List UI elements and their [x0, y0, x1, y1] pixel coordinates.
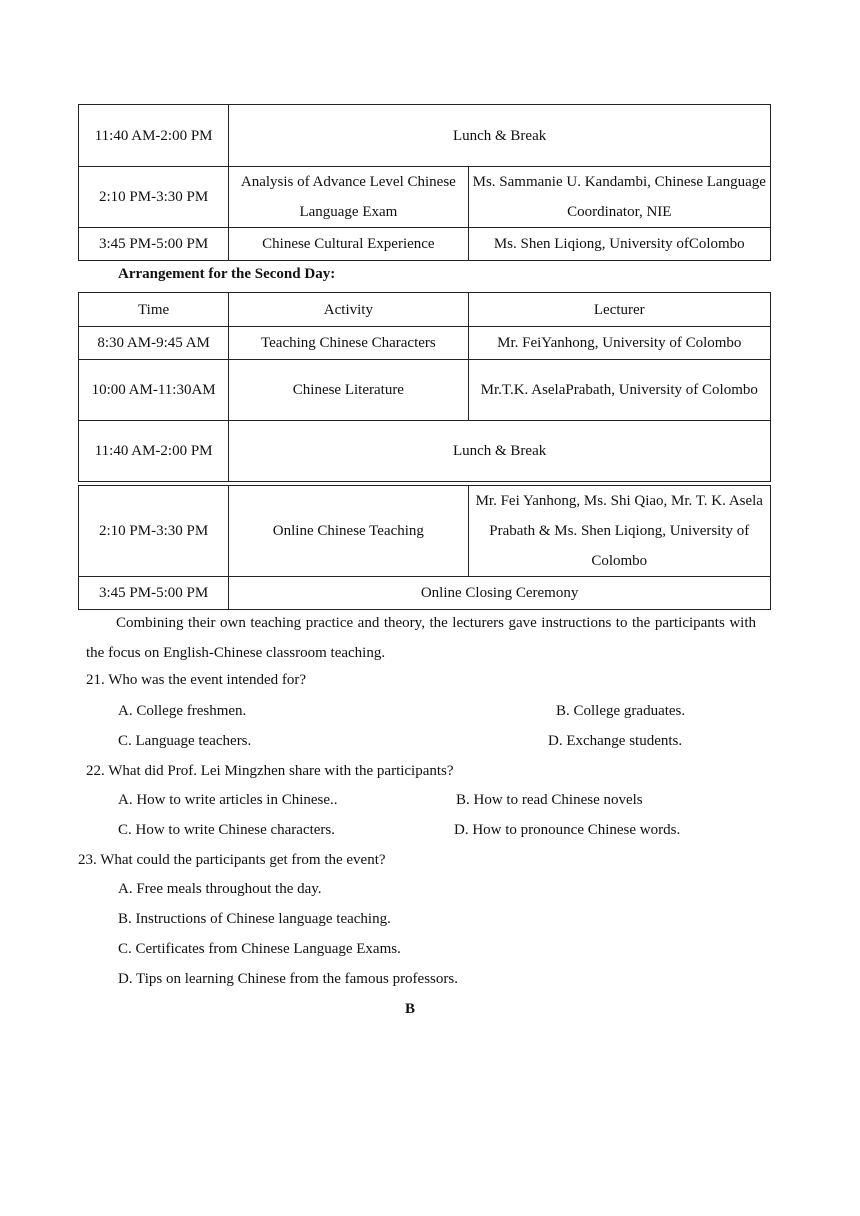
question-22-option-d: D. How to pronounce Chinese words. [454, 822, 681, 838]
question-21-stem: 21. Who was the event intended for? [86, 672, 307, 688]
header-time: Time [79, 293, 229, 327]
question-21-option-b: B. College graduates. [556, 703, 686, 719]
activity-cell: Lunch & Break [229, 421, 771, 482]
lecturer-cell: Ms. Shen Liqiong, University ofColombo [468, 228, 770, 261]
second-day-afternoon-table [78, 485, 771, 610]
activity-cell: Chinese Cultural Experience [229, 228, 468, 261]
summary-paragraph: Combining their own teaching practice and theory, the lecturers gave instructions to the participants with the focus on English-Chinese classroom teaching. [86, 615, 756, 661]
time-cell: 3:45 PM-5:00 PM [79, 577, 229, 610]
question-22-option-b: B. How to read Chinese novels [456, 792, 643, 808]
question-21-option-c: C. Language teachers. [118, 733, 252, 749]
activity-cell: Chinese Literature [229, 360, 468, 421]
time-cell: 10:00 AM-11:30AM [79, 360, 229, 421]
time-cell: 3:45 PM-5:00 PM [79, 228, 229, 261]
table-row [79, 421, 771, 482]
first-day-schedule-table [78, 104, 771, 261]
question-23-option-a: A. Free meals throughout the day. [118, 881, 322, 897]
lecturer-cell: Mr.T.K. AselaPrabath, University of Colombo [468, 360, 770, 421]
second-day-heading: Arrangement for the Second Day: [118, 266, 336, 282]
table-row [79, 360, 771, 421]
question-21-option-d: D. Exchange students. [548, 733, 683, 749]
time-cell: 2:10 PM-3:30 PM [79, 486, 229, 577]
question-23-option-c: C. Certificates from Chinese Language Exams. [118, 941, 401, 957]
second-day-schedule-table [78, 292, 771, 482]
table-row [79, 577, 771, 610]
table-header-row [79, 293, 771, 327]
question-22-option-c: C. How to write Chinese characters. [118, 822, 336, 838]
question-23-option-d: D. Tips on learning Chinese from the famous professors. [118, 971, 458, 987]
activity-cell: Analysis of Advance Level Chinese Language Exam [229, 167, 468, 228]
time-cell: 8:30 AM-9:45 AM [79, 327, 229, 360]
header-lecturer: Lecturer [468, 293, 770, 327]
header-activity: Activity [229, 293, 468, 327]
table-row [79, 228, 771, 261]
lecturer-cell: Ms. Sammanie U. Kandambi, Chinese Language Coordinator, NIE [468, 167, 770, 228]
activity-cell: Online Chinese Teaching [229, 486, 468, 577]
question-23-stem: 23. What could the participants get from the event? [78, 852, 386, 868]
table-row [79, 167, 771, 228]
question-22-stem: 22. What did Prof. Lei Mingzhen share with the participants? [86, 763, 454, 779]
activity-cell: Teaching Chinese Characters [229, 327, 468, 360]
lecturer-cell: Mr. Fei Yanhong, Ms. Shi Qiao, Mr. T. K. Asela Prabath & Ms. Shen Liqiong, University of Colombo [468, 486, 770, 577]
lecturer-cell: Mr. FeiYanhong, University of Colombo [468, 327, 770, 360]
section-label: B [404, 1001, 415, 1017]
activity-cell: Online Closing Ceremony [229, 577, 771, 610]
time-cell: 2:10 PM-3:30 PM [79, 167, 229, 228]
question-23-option-b: B. Instructions of Chinese language teaching. [118, 911, 391, 927]
table-row [79, 327, 771, 360]
question-21-option-a: A. College freshmen. [118, 703, 247, 719]
table-row [79, 105, 771, 167]
time-cell: 11:40 AM-2:00 PM [79, 105, 229, 167]
time-cell: 11:40 AM-2:00 PM [79, 421, 229, 482]
activity-cell: Lunch & Break [229, 105, 771, 167]
table-row [79, 486, 771, 577]
question-22-option-a: A. How to write articles in Chinese.. [118, 792, 338, 808]
